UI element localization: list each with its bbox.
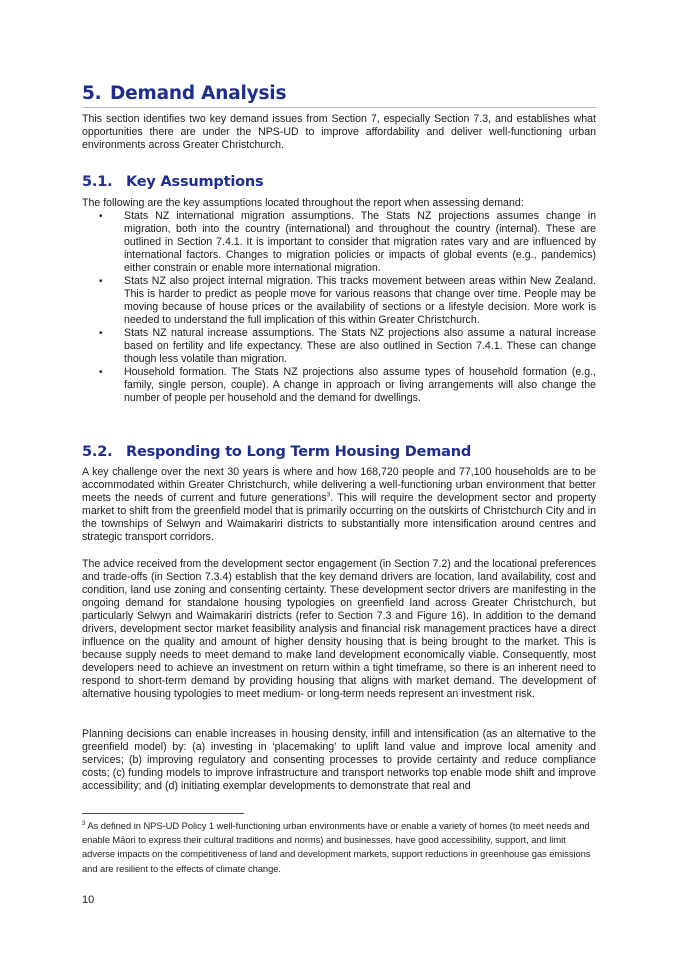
housing-demand-paragraph-2: The advice received from the development sector engagement (in Section 7.2) and the locational preferences and trade-offs (in Section 7.3.4) establish that the key demand drivers are location, land availability, cost and condition, land use zoning and consenting certainty. These development sector drivers are manifesting in the ongoing demand for standalone housing typologies on greenfield land across Greater Christchurch, but particularly Selwyn and Waimakariri districts (refer to Section 7.3 and Figure 16). In addition to the demand drivers, development sector market feasibility analysis and financial risk management practices have a direct influence on the quality and amount of higher density housing that is being brought to the market. This is because supply needs to meet demand to make land development economically viable. Consequently, most developers need to achieve an investment on return within a tight timeframe, so there is an inherent need to respond to short-term demand by providing housing that aligns with market demand. The development of alternative housing typologies to meet medium- or long-term needs represent an investment risk.	[82, 558, 596, 700]
section-heading-block	[82, 82, 596, 108]
key-assumptions-lead: The following are the key assumptions located throughout the report when assessing demand:	[82, 197, 524, 209]
key-assumptions-list	[82, 210, 596, 405]
list-item: • Stats NZ natural increase assumptions. The Stats NZ projections also assume a natural increase based on fertility and life expectancy. These are also outlined in Section 7.4.1. These can change though less volatile than migration.	[99, 327, 596, 365]
bullet-icon: •	[99, 276, 103, 287]
section-heading	[82, 82, 596, 108]
section-title: Demand Analysis	[110, 83, 287, 104]
footnote-marker: 3	[82, 820, 86, 827]
housing-demand-paragraph-1: A key challenge over the next 30 years is where and how 168,720 people and 77,100 households are to be accommodated within Greater Christchurch, while delivering a well-functioning urban environment that better meets the needs of current and future generations$^3$. This will require the development sector and property market to shift from the greenfield model that is primarily occurring on the outskirts of Christchurch City and in the townships of Selwyn and Waimakariri districts to substantially more intensification around centres and strategic transport corridors.	[82, 466, 596, 543]
bullet-icon: •	[99, 367, 103, 378]
section-number: 5.	[82, 83, 102, 104]
subsection-number: 5.2.	[82, 444, 113, 460]
list-item: • Household formation. The Stats NZ projections also assume types of household formation (e.g., family, single person, couple). A change in approach or living arrangements will also change the number of people per household and the demand for dwellings.	[99, 366, 596, 404]
subsection-heading-key-assumptions	[82, 173, 596, 191]
footnote-divider	[82, 813, 244, 814]
bullet-icon: •	[99, 211, 103, 222]
footnote-reference[interactable]: 3	[326, 491, 331, 499]
subsection-title: Key Assumptions	[126, 174, 264, 190]
subsection-title: Responding to Long Term Housing Demand	[126, 444, 472, 460]
page-number: 10	[82, 894, 95, 906]
footnote-text: As defined in NPS-UD Policy 1 well-functioning urban environments have or enable a variety of homes (to meet needs and enable Māori to express their cultural traditions and norms) and businesses, have good accessibility, support, and limit adverse impacts on the competitiveness of land and development markets, support reductions in greenhouse gas emissions and are resilient to the effects of climate change.	[82, 820, 591, 874]
footnote	[82, 819, 596, 876]
subsection-heading-housing-demand	[82, 443, 596, 461]
housing-demand-paragraph-3: Planning decisions can enable increases in housing density, infill and intensification (as an alternative to the greenfield model) by: (a) investing in ‘placemaking’ to uplift land value and improve local amenity and services; (b) improving regulatory and consenting processes to provide certainty and reduce compliance costs; (c) funding models to improve infrastructure and transport networks top enable mode shift and improve accessibility; and (d) initiating exemplar developments to demonstrate that real and	[82, 728, 596, 792]
subsection-number: 5.1.	[82, 174, 113, 190]
section-intro: This section identifies two key demand issues from Section 7, especially Section 7.3, and establishes what opportunities there are under the NPS-UD to improve affordability and deliver well-functioning urban environments across Greater Christchurch.	[82, 113, 596, 151]
list-item: • Stats NZ international migration assumptions. The Stats NZ projections assumes change in migration, both into the country (international) and throughout the country (internal). These are outlined in Section 7.4.1. It is important to consider that migration rates vary and are influenced by international factors. Changes to migration policies or impacts of global events (e.g., pandemics) either constrain or enable more international migration.	[99, 210, 596, 274]
list-item: • Stats NZ also project internal migration. This tracks movement between areas within New Zealand. This is harder to predict as people move for various reasons that change over time. People may be moving because of house prices or the availability of sections or a lifestyle decision. More work is needed to understand the full implication of this within Greater Christchurch.	[99, 275, 596, 326]
bullet-icon: •	[99, 328, 103, 339]
